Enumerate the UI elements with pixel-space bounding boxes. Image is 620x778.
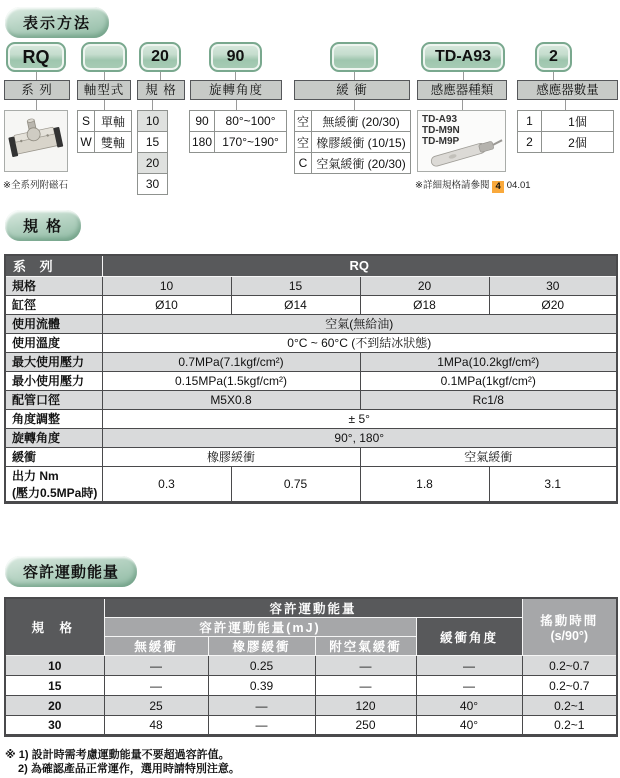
code-box-qty: 2 [535,42,572,72]
cell: 空氣緩衝 [360,447,617,466]
option-row [138,153,168,174]
table-row [5,409,617,428]
label-cushion: 緩 衝 [294,80,410,100]
section-title-designation: 表示方法 [5,7,109,38]
section-title-spec: 規 格 [5,210,81,241]
option-code: W [78,132,95,153]
cell: 0.39 [208,676,315,696]
cell: 0.2~0.7 [522,676,617,696]
sensor-note-suffix: 04.01 [506,180,531,191]
cell: Ø20 [489,295,617,314]
cell: — [416,656,522,676]
cell: — [315,676,416,696]
cell: 0.25 [208,656,315,676]
cell: 3.1 [489,466,617,502]
option-row [190,111,287,132]
row-label-line1: 出力 Nm [12,468,59,483]
shaft-type-options [77,110,132,153]
option-row [295,111,411,132]
option-row [138,111,168,132]
section-specifications [0,210,620,504]
option-label: 10 [138,111,168,132]
cell: 40° [416,716,522,736]
cell: 0.1MPa(1kgf/cm²) [360,371,617,390]
footnote-2: 2) 為確認產品正常運作，選用時請特別注意。 [18,763,240,775]
table-row [5,390,617,409]
spec-header-label: 系 列 [5,255,102,276]
option-label: 170°~190° [215,132,287,153]
row-label-line2: (壓力0.5MPa時) [12,485,98,500]
footnotes [5,748,240,776]
option-label: 無緩衝 (20/30) [312,111,411,132]
code-box-angle: 90 [209,42,262,72]
label-sensor-type: 感應器種類 [417,80,507,100]
cell: 10 [102,276,231,295]
header-energy-group: 容許運動能量 [104,598,522,618]
option-row [78,132,132,153]
option-label: 15 [138,132,168,153]
section-model-designation [0,0,620,205]
code-box-shaft [81,42,127,72]
row-label: 規格 [5,276,102,295]
row-label: 最大使用壓力 [5,352,102,371]
option-code: 90 [190,111,215,132]
cell: 橡膠緩衝 [102,447,360,466]
cell: 0.3 [102,466,231,502]
table-row [5,466,617,502]
code-box-size: 20 [139,42,181,72]
connector-line [565,100,566,110]
row-label: 使用溫度 [5,333,102,352]
label-rotation-angle: 旋轉角度 [190,80,282,100]
row-label: 角度調整 [5,409,102,428]
connector-line [104,72,105,80]
connector-line [462,100,463,110]
label-sensor-qty: 感應器數量 [517,80,618,100]
cell: 25 [104,696,208,716]
option-code: 1 [518,111,542,132]
footnote-1: ※ 1) 設計時需考慮運動能量不要超過容許值。 [5,749,230,761]
cell: — [416,676,522,696]
cell: 250 [315,716,416,736]
cell-size: 20 [5,696,104,716]
option-label: 20 [138,153,168,174]
cell: 40° [416,696,522,716]
cushion-options [294,110,411,174]
header-size: 規 格 [5,598,104,656]
header-no-cushion: 無緩衝 [104,637,208,656]
option-code: C [295,153,312,174]
option-code: 空 [295,111,312,132]
cell: 90°, 180° [102,428,617,447]
cell: Ø14 [231,295,360,314]
connector-line [104,100,105,110]
table-row [5,371,617,390]
header-swing-line1: 搖動時間 [540,614,599,628]
connector-line [152,100,153,110]
header-rubber-cushion: 橡膠緩衝 [208,637,315,656]
cell: 30 [489,276,617,295]
cell: 0.2~0.7 [522,656,617,676]
spec-header-value: RQ [102,255,617,276]
option-label: 空氣緩衝 (20/30) [312,153,411,174]
sensor-model: TD-M9P [422,136,460,147]
option-label: 2個 [542,132,614,153]
code-box-cushion [330,42,378,72]
label-series: 系 列 [4,80,70,100]
option-row [190,132,287,153]
label-shaft-type: 軸型式 [77,80,131,100]
table-row [5,676,617,696]
option-row [138,132,168,153]
cell: 1MPa(10.2kgf/cm²) [360,352,617,371]
sensor-note [415,177,531,193]
option-row [518,111,614,132]
connector-line [354,72,355,80]
option-code: S [78,111,95,132]
header-swing-line2: (s/90°) [550,629,589,643]
option-label: 橡膠緩衝 (10/15) [312,132,411,153]
cell-size: 30 [5,716,104,736]
option-row [295,132,411,153]
rotation-angle-options [189,110,287,153]
cell: 120 [315,696,416,716]
code-box-sensor: TD-A93 [421,42,505,72]
sensor-qty-options [517,110,614,153]
connector-line [553,72,554,80]
option-row [518,132,614,153]
cell: — [208,696,315,716]
table-row [5,428,617,447]
connector-line [36,100,37,110]
cell: — [315,656,416,676]
code-box-series: RQ [6,42,66,72]
cell: 15 [231,276,360,295]
cell: 20 [360,276,489,295]
section-title-energy: 容許運動能量 [5,556,137,587]
table-row [5,716,617,736]
energy-header-row [5,598,617,618]
cell: 空氣(無給油) [102,314,617,333]
option-label: 1個 [542,111,614,132]
header-cushion-angle: 緩衝角度 [416,618,522,656]
table-row [5,656,617,676]
connector-line [235,72,236,80]
series-note: ※全系列附磁石 [3,180,68,191]
cell-size: 15 [5,676,104,696]
connector-line [463,72,464,80]
table-row [5,696,617,716]
table-row [5,447,617,466]
rotary-actuator-image [5,111,67,171]
cell: — [104,656,208,676]
option-row [138,174,168,195]
row-label: 最小使用壓力 [5,371,102,390]
cell: 0.75 [231,466,360,502]
header-swing-time [522,598,617,656]
table-row [5,295,617,314]
cell: 0°C ~ 60°C (不到結冰狀態) [102,333,617,352]
cell: M5X0.8 [102,390,360,409]
sensor-model: TD-A93 [422,114,458,125]
sensor-note-prefix: ※詳細規格請參閱 [415,180,490,191]
option-code: 2 [518,132,542,153]
table-row [5,333,617,352]
cell: — [104,676,208,696]
cell: 1.8 [360,466,489,502]
row-label: 緩衝 [5,447,102,466]
connector-line [236,100,237,110]
cell: 48 [104,716,208,736]
option-row [295,153,411,174]
row-label: 旋轉角度 [5,428,102,447]
option-code: 空 [295,132,312,153]
table-row [5,352,617,371]
cell-size: 10 [5,656,104,676]
header-energy-mj: 容許運動能量(mJ) [104,618,416,637]
reference-badge: 4 [492,181,504,193]
spec-header-row [5,255,617,276]
option-row [78,111,132,132]
table-row [5,314,617,333]
cell: Ø18 [360,295,489,314]
spec-table [4,254,618,504]
row-label: 使用流體 [5,314,102,333]
option-label: 單軸 [95,111,132,132]
cell: ± 5° [102,409,617,428]
header-air-cushion: 附空氣緩衝 [315,637,416,656]
row-label: 缸徑 [5,295,102,314]
option-label: 80°~100° [215,111,287,132]
label-size: 規 格 [137,80,185,100]
connector-line [160,72,161,80]
size-options [137,110,168,195]
actuator-photo [4,110,68,172]
sensor-model: TD-M9N [422,125,460,136]
cell: 0.2~1 [522,696,617,716]
cell: — [208,716,315,736]
table-row [5,276,617,295]
energy-table [4,597,618,737]
sensor-type-box [417,110,506,172]
sensor-image [418,131,505,171]
option-label: 30 [138,174,168,195]
connector-line [36,72,37,80]
option-code: 180 [190,132,215,153]
cell: 0.2~1 [522,716,617,736]
cell: 0.7MPa(7.1kgf/cm²) [102,352,360,371]
cell: Ø10 [102,295,231,314]
cell: Rc1/8 [360,390,617,409]
section-allowable-energy [0,556,620,737]
connector-line [354,100,355,110]
cell: 0.15MPa(1.5kgf/cm²) [102,371,360,390]
row-label [5,466,102,502]
row-label: 配管口徑 [5,390,102,409]
option-label: 雙軸 [95,132,132,153]
